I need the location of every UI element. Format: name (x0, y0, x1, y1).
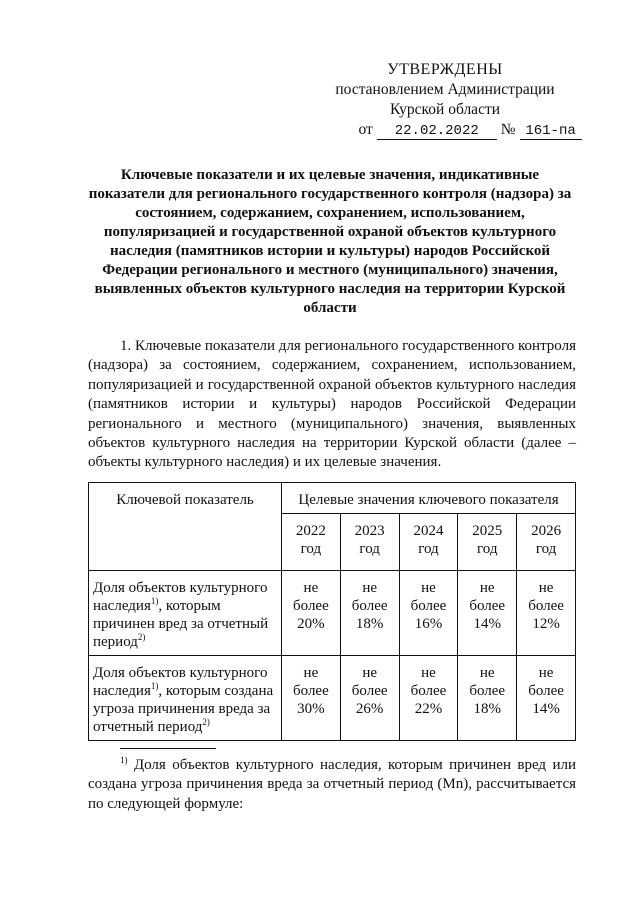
approval-number: 161-па (520, 123, 582, 140)
value-cell: не более 26% (340, 656, 399, 741)
year-cell: 2026 год (517, 514, 576, 571)
year-cell: 2024 год (399, 514, 458, 571)
value-cell: не более 16% (399, 571, 458, 656)
approval-block (300, 60, 590, 140)
value-cell: не более 30% (282, 656, 341, 741)
approval-line-1: постановлением Администрации (335, 81, 555, 98)
footnote (88, 756, 576, 814)
number-prefix: № (500, 121, 516, 138)
indicators-table (88, 482, 576, 741)
year-cell: 2025 год (458, 514, 517, 571)
table-row (89, 571, 576, 656)
approval-date-line (350, 120, 590, 140)
date-prefix: от (358, 121, 373, 138)
table-row (89, 656, 576, 741)
value-cell: не более 18% (458, 656, 517, 741)
footnote-separator (120, 748, 216, 749)
table-header-row (89, 483, 576, 514)
indicator-cell: Доля объектов культурного наследия$^{1)}$, которым создана угроза причинения вреда за отчетный период$^{2)}$ (89, 656, 282, 741)
header-target-values: Целевые значения ключевого показателя (282, 483, 576, 514)
header-indicator: Ключевой показатель (89, 483, 282, 571)
paragraph-1: 1. Ключевые показатели для регионального государственного контроля (надзора) за состоянием, содержанием, сохранением, использованием, популяризацией и государственной охраной объектов культурного наследия (памятников истории и культуры) народов Российской Федерации регионального и местного (муниципального) значения, выявленных объектов культурного наследия на территории Курской области (далее – объекты культурного наследия) и их целевые значения. (88, 338, 576, 471)
approval-heading: УТВЕРЖДЕНЫ (387, 61, 503, 78)
year-cell: 2023 год (340, 514, 399, 571)
value-cell: не более 18% (340, 571, 399, 656)
value-cell: не более 14% (517, 656, 576, 741)
value-cell: не более 14% (458, 571, 517, 656)
approval-line-2: Курской области (389, 101, 501, 118)
indicator-cell: Доля объектов культурного наследия$^{1)}$, которым причинен вред за отчетный период$^{2)}$ (89, 571, 282, 656)
footnote-text: Доля объектов культурного наследия, которым причинен вред или создана угроза причинения вреда за отчетный период (Mn), рассчитывается по следующей формуле: (88, 757, 576, 812)
footnote-mark: 1) (120, 755, 128, 765)
year-cell: 2022 год (282, 514, 341, 571)
document-title: Ключевые показатели и их целевые значения, индикативные показатели для регионального государственного контроля (надзора) за состоянием, содержанием, сохранением, использованием, популяризацией и государственной охраной объектов культурного наследия (памятников истории и культуры) народов Российской Федерации регионального и местного (муниципального) значения, выявленных объектов культурного наследия на территории Курской области (88, 167, 572, 316)
value-cell: не более 22% (399, 656, 458, 741)
value-cell: не более 12% (517, 571, 576, 656)
value-cell: не более 20% (282, 571, 341, 656)
approval-date: 22.02.2022 (377, 123, 497, 140)
